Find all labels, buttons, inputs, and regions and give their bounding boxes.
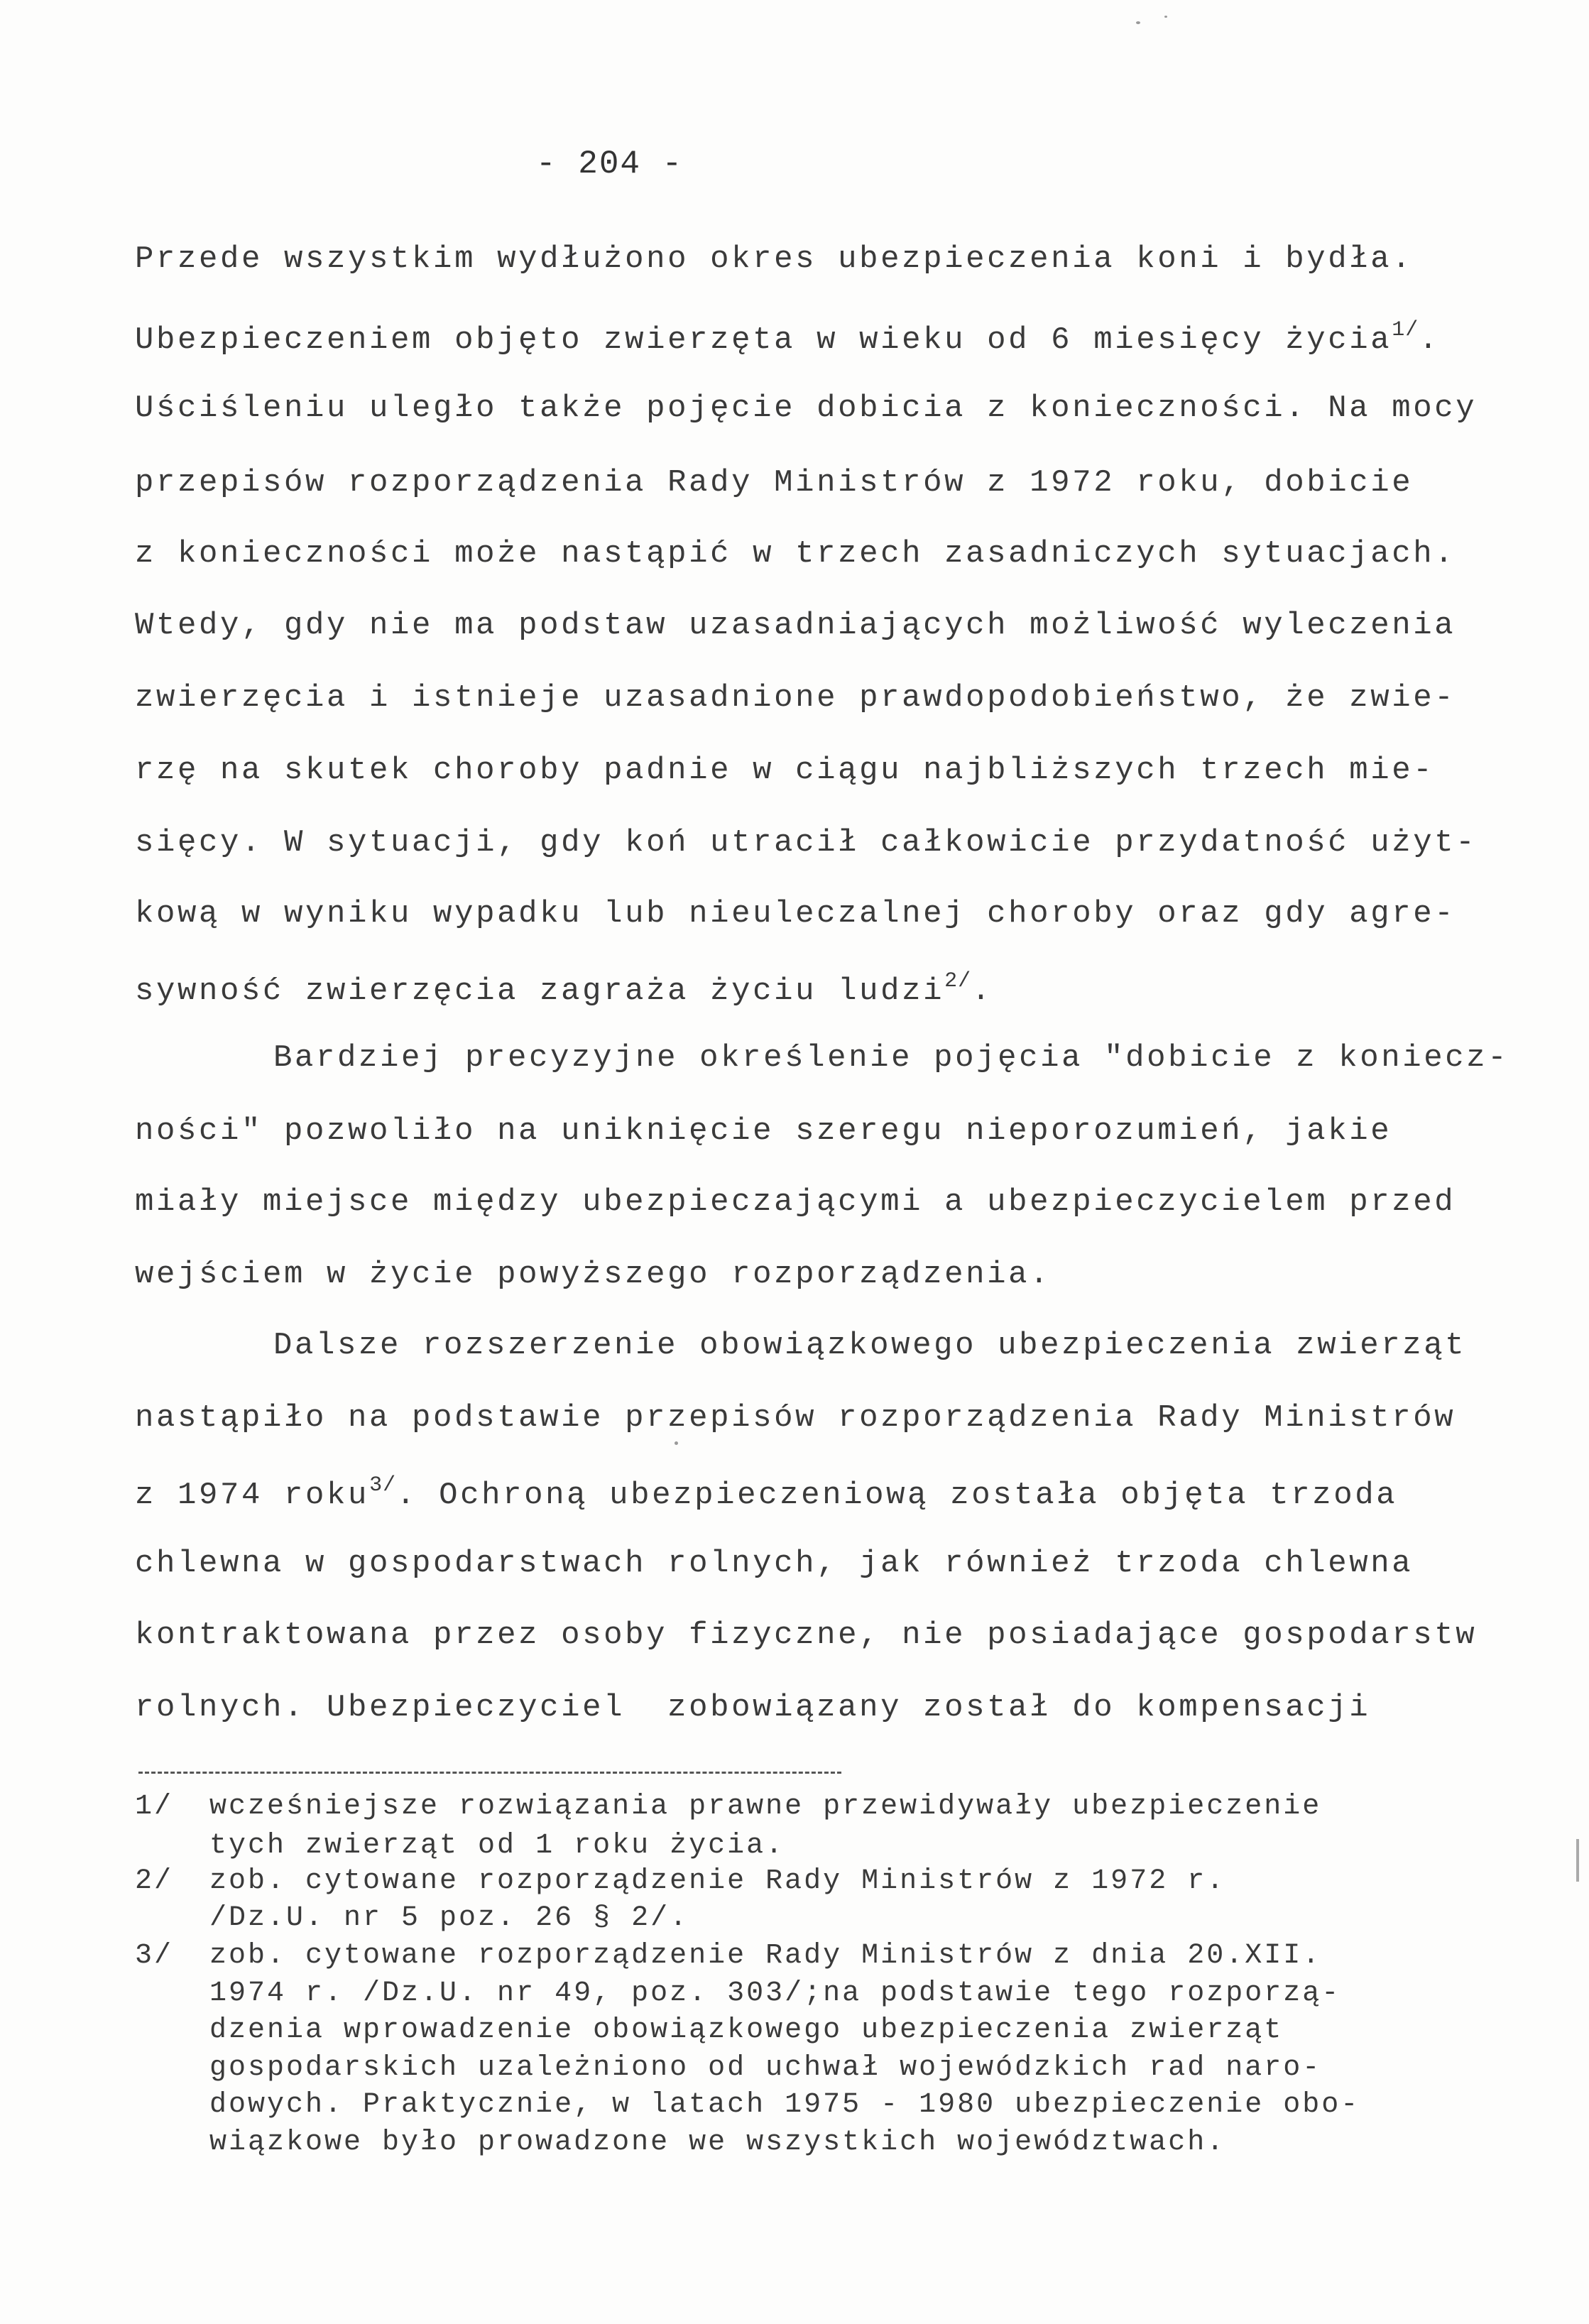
footnote-text: zob. cytowane rozporządzenie Rady Ministrów z dnia 20.XII.: [209, 1940, 1322, 1972]
footnote-2: [135, 1867, 1225, 1896]
text-line: miały miejsce między ubezpieczającymi a ubezpieczycielem przed: [135, 1184, 1456, 1220]
footnote-ref-1[interactable]: 1/: [1392, 318, 1419, 342]
footnote-text: wiązkowe było prowadzone we wszystkich województwach.: [209, 2127, 1226, 2159]
text-line: z konieczności może nastąpić w trzech zasadniczych sytuacjach.: [135, 536, 1456, 572]
text-line: Przede wszystkim wydłużono okres ubezpieczenia koni i bydła.: [135, 241, 1414, 277]
text-line: ności" pozwoliło na uniknięcie szeregu nieporozumień, jakie: [135, 1113, 1392, 1149]
text-span: .: [971, 973, 993, 1009]
footnote-text: tych zwierząt od 1 roku życia.: [209, 1830, 785, 1862]
footnote-mark: 3/: [135, 1940, 174, 1972]
footnote-ref-3[interactable]: 3/: [369, 1473, 397, 1497]
text-line: Bardziej precyzyjne określenie pojęcia "dobicie z koniecz-: [273, 1040, 1509, 1076]
text-line: Wtedy, gdy nie ma podstaw uzasadniających możliwość wyleczenia: [135, 608, 1456, 643]
text-span: sywność zwierzęcia zagraża życiu ludzi: [135, 973, 945, 1009]
footnote-ref-2[interactable]: 2/: [944, 969, 972, 993]
text-line: kową w wyniku wypadku lub nieuleczalnej choroby oraz gdy agre-: [135, 896, 1456, 932]
footnote-text: zob. cytowane rozporządzenie Rady Ministrów z 1972 r.: [209, 1865, 1226, 1897]
text-span: . Ochroną ubezpieczeniową została objęta trzoda: [396, 1478, 1398, 1513]
footnote-1: [135, 1793, 1321, 1821]
scan-speck: [675, 1441, 678, 1445]
footnote-3: [135, 1942, 1321, 1970]
footnote-separator: [138, 1772, 841, 1774]
text-line: [135, 318, 1440, 358]
footnote-text: gospodarskich uzależniono od uchwał wojewódzkich rad naro-: [209, 2052, 1322, 2084]
text-line: kontraktowana przez osoby fizyczne, nie posiadające gospodarstw: [135, 1617, 1478, 1653]
text-line: Dalsze rozszerzenie obowiązkowego ubezpieczenia zwierząt: [273, 1328, 1467, 1363]
scan-speck: [1136, 21, 1140, 24]
footnote-text: /Dz.U. nr 5 poz. 26 § 2/.: [209, 1902, 689, 1934]
text-line: rolnych. Ubezpieczyciel zobowiązany został do kompensacji: [135, 1690, 1371, 1725]
text-line: wejściem w życie powyższego rozporządzenia.: [135, 1257, 1052, 1292]
text-line: rzę na skutek choroby padnie w ciągu najbliższych trzech mie-: [135, 753, 1435, 788]
footnote-text: 1974 r. /Dz.U. nr 49, poz. 303/;na podstawie tego rozporzą-: [209, 1977, 1341, 2009]
text-span: z 1974 roku: [135, 1478, 370, 1513]
scan-edge-mark: [1576, 1839, 1579, 1882]
text-line: chlewna w gospodarstwach rolnych, jak również trzoda chlewna: [135, 1546, 1414, 1581]
text-line: zwierzęcia i istnieje uzasadnione prawdopodobieństwo, że zwie-: [135, 680, 1456, 716]
footnote-mark: 2/: [135, 1865, 174, 1897]
footnote-text: wcześniejsze rozwiązania prawne przewidywały ubezpieczenie: [209, 1791, 1322, 1823]
text-line: sięcy. W sytuacji, gdy koń utracił całkowicie przydatność użyt-: [135, 825, 1478, 861]
scan-speck: [1164, 16, 1167, 18]
footnote-mark: 1/: [135, 1791, 174, 1823]
text-line: Uściśleniu uległo także pojęcie dobicia z konieczności. Na mocy: [135, 391, 1478, 426]
text-line: przepisów rozporządzenia Rady Ministrów z 1972 roku, dobicie: [135, 465, 1414, 501]
text-span: .: [1419, 322, 1441, 358]
footnote-text: dowych. Praktycznie, w latach 1975 - 1980 ubezpieczenie obo-: [209, 2089, 1360, 2121]
text-span: Ubezpieczeniem objęto zwierzęta w wieku od 6 miesięcy życia: [135, 322, 1392, 358]
text-line: [135, 969, 993, 1009]
text-line: [135, 1473, 1397, 1513]
text-line: nastąpiło na podstawie przepisów rozporządzenia Rady Ministrów: [135, 1400, 1456, 1436]
footnote-text: dzenia wprowadzenie obowiązkowego ubezpieczenia zwierząt: [209, 2014, 1284, 2046]
page-number: - 204 -: [536, 146, 684, 182]
